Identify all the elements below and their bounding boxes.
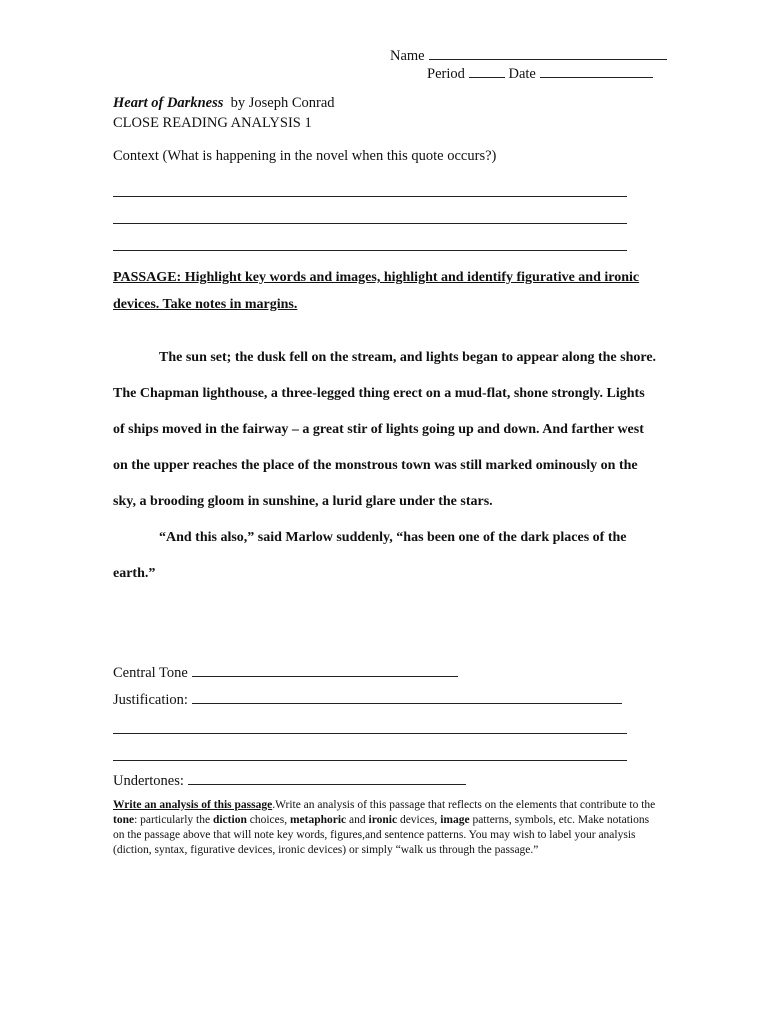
central-tone-blank[interactable]	[192, 664, 458, 677]
keyword-diction: diction	[212, 814, 247, 826]
passage-text	[113, 340, 658, 592]
context-answer-line-2[interactable]	[113, 223, 627, 224]
keyword-tone: tone	[113, 814, 135, 826]
instructions-text: choices,	[246, 814, 290, 826]
passage-paragraph-1: The sun set; the dusk fell on the stream, and lights began to appear along the shore. The Chapman lighthouse, a three-legged thing erect on a mud-flat, shone strongly. Lights of ships moved in the fairway – a great stir of lights going up and down. And farther west on the upper reaches the place of the monstrous town was still marked ominously on the sky, a brooding gloom in sunshine, a lurid glare under the stars.	[113, 350, 657, 509]
period-date-field[interactable]	[427, 65, 653, 83]
instructions-text: .Write an analysis of this passage that reflects on the elements that contribute to the	[272, 799, 656, 811]
period-label: Period	[427, 66, 465, 82]
instructions-lead: Write an analysis of this passage	[113, 799, 273, 811]
undertones-label: Undertones:	[113, 773, 184, 789]
period-blank[interactable]	[469, 65, 505, 78]
keyword-metaphoric: metaphoric	[289, 814, 347, 826]
date-label: Date	[508, 66, 536, 82]
name-blank[interactable]	[429, 47, 667, 60]
instructions-text: : particularly the	[134, 814, 213, 826]
justification-label: Justification:	[113, 692, 188, 708]
central-tone-field[interactable]	[113, 664, 458, 682]
undertones-blank[interactable]	[188, 772, 466, 785]
worksheet-subtitle: CLOSE READING ANALYSIS 1	[113, 115, 312, 131]
justification-line-3[interactable]	[113, 760, 627, 761]
context-question: Context (What is happening in the novel when this quote occurs?)	[113, 148, 497, 164]
keyword-ironic: ironic	[368, 814, 398, 826]
context-answer-line-3[interactable]	[113, 250, 627, 251]
justification-field[interactable]	[113, 691, 622, 709]
book-author: by Joseph Conrad	[230, 95, 335, 111]
undertones-field[interactable]	[113, 772, 466, 790]
date-blank[interactable]	[540, 65, 653, 78]
instructions-text: and	[346, 814, 369, 826]
context-answer-line-1[interactable]	[113, 196, 627, 197]
book-title: Heart of Darkness	[113, 95, 224, 111]
name-field[interactable]	[390, 47, 667, 65]
instructions-text: patterns, symbols, etc. Make notations on the passage above that will note key words, figures,and sentence patterns. You may wish to label your analysis (diction, syntax, figurative devices, ironic devices) or simply “walk us through the passage.”	[113, 814, 650, 856]
keyword-image: image	[440, 814, 470, 826]
passage-heading: PASSAGE: Highlight key words and images, highlight and identify figurative and ironic devices. Take notes in margins.	[113, 270, 640, 312]
justification-blank[interactable]	[192, 691, 622, 704]
name-label: Name	[390, 48, 425, 64]
justification-line-2[interactable]	[113, 733, 627, 734]
analysis-instructions	[113, 798, 658, 858]
passage-paragraph-2: “And this also,” said Marlow suddenly, “has been one of the dark places of the earth.”	[113, 530, 627, 581]
title-block	[113, 93, 335, 133]
central-tone-label: Central Tone	[113, 665, 188, 681]
instructions-text: devices,	[397, 814, 441, 826]
